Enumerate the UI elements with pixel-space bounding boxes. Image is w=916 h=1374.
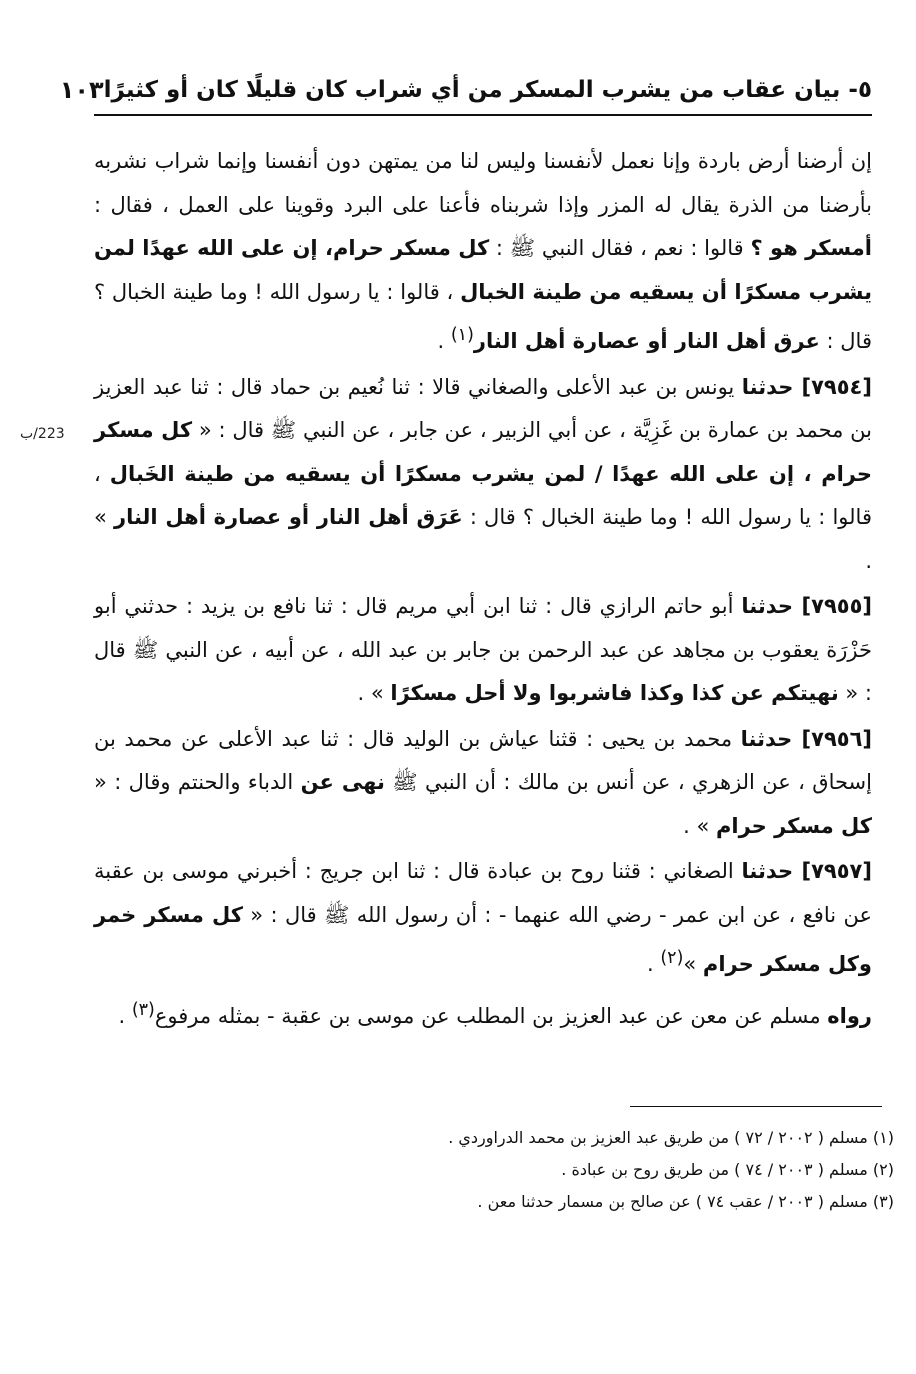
footnote-2: (٢) مسلم ( ٢٠٠٣ / ٧٤ ) من طريق روح بن عبادة . [561, 1160, 894, 1179]
hadith-text: عرق أهل النار أو عصارة أهل النار [473, 329, 820, 353]
footnote-ref-1: (١) [450, 325, 474, 345]
text-run: أبو حاتم الرازي قال : ثنا ابن أبي مريم قال : ثنا نافع بن يزيد : حدثني أبو حَزْرَة يعقوب بن مجاهد عن عبد الرحمن بن جابر بن عبد الله ، عن أبيه ، عن النبي ﷺ قال : « [94, 594, 872, 705]
text-run: . [118, 1003, 132, 1028]
text-run: الدباء والحنتم وقال : « [94, 770, 301, 794]
footnotes [94, 1122, 894, 1218]
page-body [94, 140, 872, 1038]
hadith-7954 [94, 366, 872, 584]
text-run: » . [357, 681, 391, 705]
hadith-text: كل مسكر حرام، إن على الله عهدًا لمن يشرب مسكرًا أن يسقيه من طينة الخبال [94, 236, 872, 304]
hadith-text: عَرَق أهل النار أو عصارة أهل النار [113, 505, 463, 529]
paragraph-continuation [94, 140, 872, 364]
hadith-text: كل مسكر حرام ، إن على الله عهدًا / لمن يشرب مسكرًا أن يسقيه من طينة الخَبال [94, 418, 872, 486]
text-run: محمد بن يحيى : قثنا عياش بن الوليد قال : ثنا عبد الأعلى عن محمد بن إسحاق ، عن الزهري ، عن أنس بن مالك : أن النبي ﷺ [94, 726, 872, 794]
hadith-number: [٧٩٥٦] [801, 726, 873, 751]
hadith-number: [٧٩٥٧] [801, 859, 872, 883]
hadith-text: نهى عن [300, 770, 385, 794]
footnote-3: (٣) مسلم ( ٢٠٠٣ / عقب ٧٤ ) عن صالح بن مسمار حدثنا معن . [477, 1192, 894, 1211]
bold-text: رواه [827, 1003, 872, 1028]
hadith-7956 [94, 718, 872, 849]
narration-note [94, 989, 872, 1039]
hadith-text: نهيتكم عن كذا وكذا فاشربوا ولا أحل مسكرًا [390, 681, 839, 705]
bold-text: حدثنا [740, 726, 802, 751]
text-run: قالوا : نعم ، فقال النبي ﷺ : [489, 236, 751, 260]
page-number: ١٠٣ [59, 76, 104, 104]
text-run: الصغاني : قثنا روح بن عبادة قال : ثنا ابن جريج : أخبرني موسى بن عقبة عن نافع ، عن ابن عمر - رضي الله عنهما - : أن رسول الله ﷺ قال : « [94, 859, 872, 927]
bold-text: حدثنا [741, 859, 802, 883]
hadith-number: [٧٩٥٤] [801, 374, 872, 399]
text-run: » [683, 952, 703, 976]
hadith-number: [٧٩٥٥] [801, 594, 873, 618]
running-title: ٥- بيان عقاب من يشرب المسكر من أي شراب كان قليلًا كان أو كثيرًا [103, 77, 872, 103]
footnote-ref-3: (٣) [131, 999, 155, 1020]
bold-text: حدثنا [741, 594, 802, 618]
text-run: ، قالوا : يا رسول الله ! وما طينة الخبال ؟ قال : [94, 461, 872, 529]
text-run: إن أرضنا أرض باردة وإنا نعمل لأنفسنا وليس لنا من يمتهن دون أنفسنا وإنما شراب نشربه بأرضنا من الذرة يقال له المزر وإذا شربناه فأعنا على البرد وقوينا على العمل ، فقال : [94, 149, 872, 217]
bold-text: أمسكر هو ؟ [750, 236, 872, 260]
bold-text: حدثنا [741, 374, 802, 399]
hadith-text: كل مسكر حرام [715, 813, 872, 838]
text-run: » . [683, 813, 716, 838]
footnote-separator [630, 1106, 882, 1107]
footnote-ref-2: (٢) [660, 948, 684, 968]
manuscript-folio-note: 223/ب [20, 426, 65, 442]
text-run: » . [94, 505, 872, 573]
text-run: مسلم عن معن عن عبد العزيز بن المطلب عن موسى بن عقبة - بمثله مرفوع [154, 1003, 828, 1028]
text-run: . [437, 329, 451, 353]
hadith-text: كل مسكر خمر وكل مسكر حرام [94, 902, 872, 976]
text-run: يونس بن عبد الأعلى والصغاني قالا : ثنا نُعيم بن حماد قال : ثنا عبد العزيز بن محمد بن عمارة بن غَزِيَّة ، عن أبي الزبير ، عن جابر ، عن النبي ﷺ قال : « [94, 374, 872, 442]
page-header [59, 66, 872, 116]
footnote-1: (١) مسلم ( ٢٠٠٢ / ٧٢ ) من طريق عبد العزيز بن محمد الدراوردي . [448, 1128, 894, 1147]
hadith-7955 [94, 585, 872, 716]
text-run: . [646, 952, 661, 976]
text-run: ، قالوا : يا رسول الله ! وما طينة الخبال ؟ قال : [94, 279, 872, 353]
hadith-7957 [94, 850, 872, 987]
